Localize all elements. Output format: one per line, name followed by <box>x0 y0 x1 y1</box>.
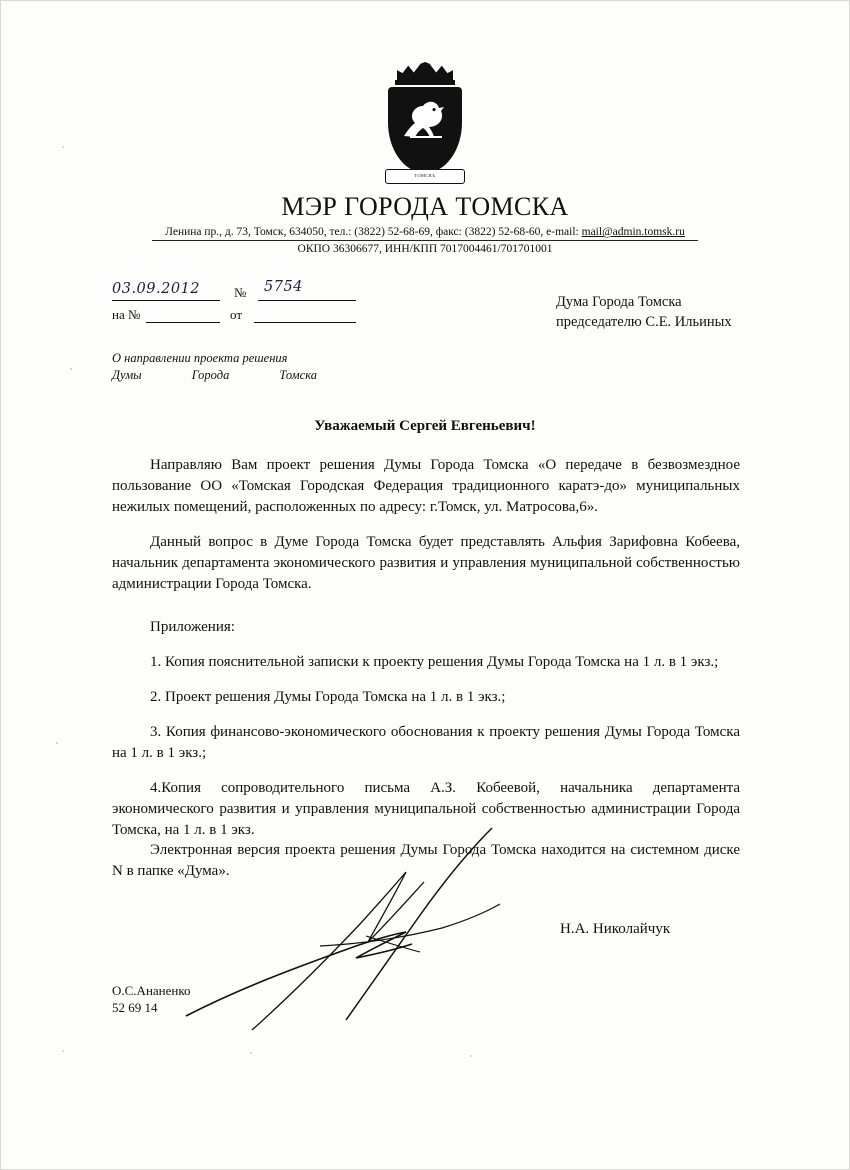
email-link[interactable]: mail@admin.tomsk.ru <box>581 226 685 238</box>
emblem-ribbon: ТОМСКЪ <box>385 169 465 184</box>
scan-speck <box>250 1052 252 1054</box>
attachment-item-3: 3. Копия финансово-экономического обоснования к проекту решения Думы Города Томска на 1 л. в 1 экз.; <box>112 724 740 761</box>
letter-body <box>112 455 740 855</box>
executor-block <box>112 982 191 1016</box>
header-divider <box>152 240 698 241</box>
org-contacts <box>0 226 850 238</box>
salutation: Уважаемый Сергей Евгеньевич! <box>314 418 536 434</box>
org-okpo: ОКПО 36306677, ИНН/КПП 7017004461/701701001 <box>297 243 553 255</box>
addressee-block <box>556 292 826 332</box>
document-number-value: 5754 <box>264 279 303 295</box>
executor-phone: 52 69 14 <box>112 1000 158 1015</box>
addressee-line-1: Дума Города Томска <box>556 294 682 310</box>
attachments-heading: Приложения: <box>150 619 235 635</box>
from-label: от <box>230 307 243 322</box>
subject-word-2: Города <box>191 368 230 382</box>
body-paragraph-2: Данный вопрос в Думе Города Томска будет представлять Альфия Зарифовна Кобеева, начальник департамента экономического развития и управления муниципальной собственностью администрации Города Томска. <box>112 534 740 592</box>
subject-word-1: Думы <box>112 368 142 382</box>
scan-speck <box>70 368 72 370</box>
document-number-rule <box>258 300 356 301</box>
document-number-label: № <box>234 285 247 300</box>
reference-block <box>112 279 392 322</box>
subject-line-2 <box>112 367 372 384</box>
emblem-container <box>0 62 850 189</box>
subject-word-3: Томска <box>279 368 317 382</box>
on-number-label: на № <box>112 307 141 322</box>
page-title: МЭР ГОРОДА ТОМСКА <box>281 192 569 221</box>
subject-line-1: О направлении проекта решения <box>112 351 288 365</box>
attachment-item-4: 4.Копия сопроводительного письма А.З. Кобеевой, начальника департамента экономического развития и управления муниципальной собственностью администрации Города Томска, на 1 л. в 1 экз. <box>112 780 740 838</box>
on-number-rule <box>146 322 220 323</box>
closing-paragraph: Электронная версия проекта решения Думы Города Томска находится на системном диске N в папке «Дума». <box>112 842 740 879</box>
addressee-line-2: председателю С.Е. Ильиных <box>556 314 732 330</box>
subject-block <box>112 350 372 384</box>
document-date-value: 03.09.2012 <box>112 281 201 297</box>
executor-name: О.С.Ананенко <box>112 983 191 998</box>
scan-speck <box>470 1055 472 1057</box>
crown-band <box>395 80 455 85</box>
scan-speck <box>62 1050 64 1052</box>
scan-speck <box>62 146 64 148</box>
crown-icon <box>397 62 453 80</box>
scan-speck <box>56 742 58 744</box>
horse-icon <box>398 96 452 142</box>
document-date-rule <box>112 300 220 301</box>
body-paragraph-1: Направляю Вам проект решения Думы Города Томска «О передаче в безвозмездное пользование ОО «Томская Городская Федерация традиционного каратэ-до» муниципальных нежилых помещений, расположенных по адресу: г.Томск, ул. Матросова,6». <box>112 457 740 515</box>
attachment-item-2: 2. Проект решения Думы Города Томска на 1 л. в 1 экз.; <box>150 689 506 705</box>
coat-of-arms-icon <box>382 62 468 184</box>
signer-name: Н.А. Николайчук <box>560 921 671 937</box>
attachment-item-1: 1. Копия пояснительной записки к проекту решения Думы Города Томска на 1 л. в 1 экз.; <box>150 654 719 670</box>
from-date-rule <box>254 322 356 323</box>
reference-first-line <box>112 279 392 307</box>
contacts-text: Ленина пр., д. 73, Томск, 634050, тел.: (3822) 52-68-69, факс: (3822) 52-68-60, e-mail: <box>165 226 582 238</box>
